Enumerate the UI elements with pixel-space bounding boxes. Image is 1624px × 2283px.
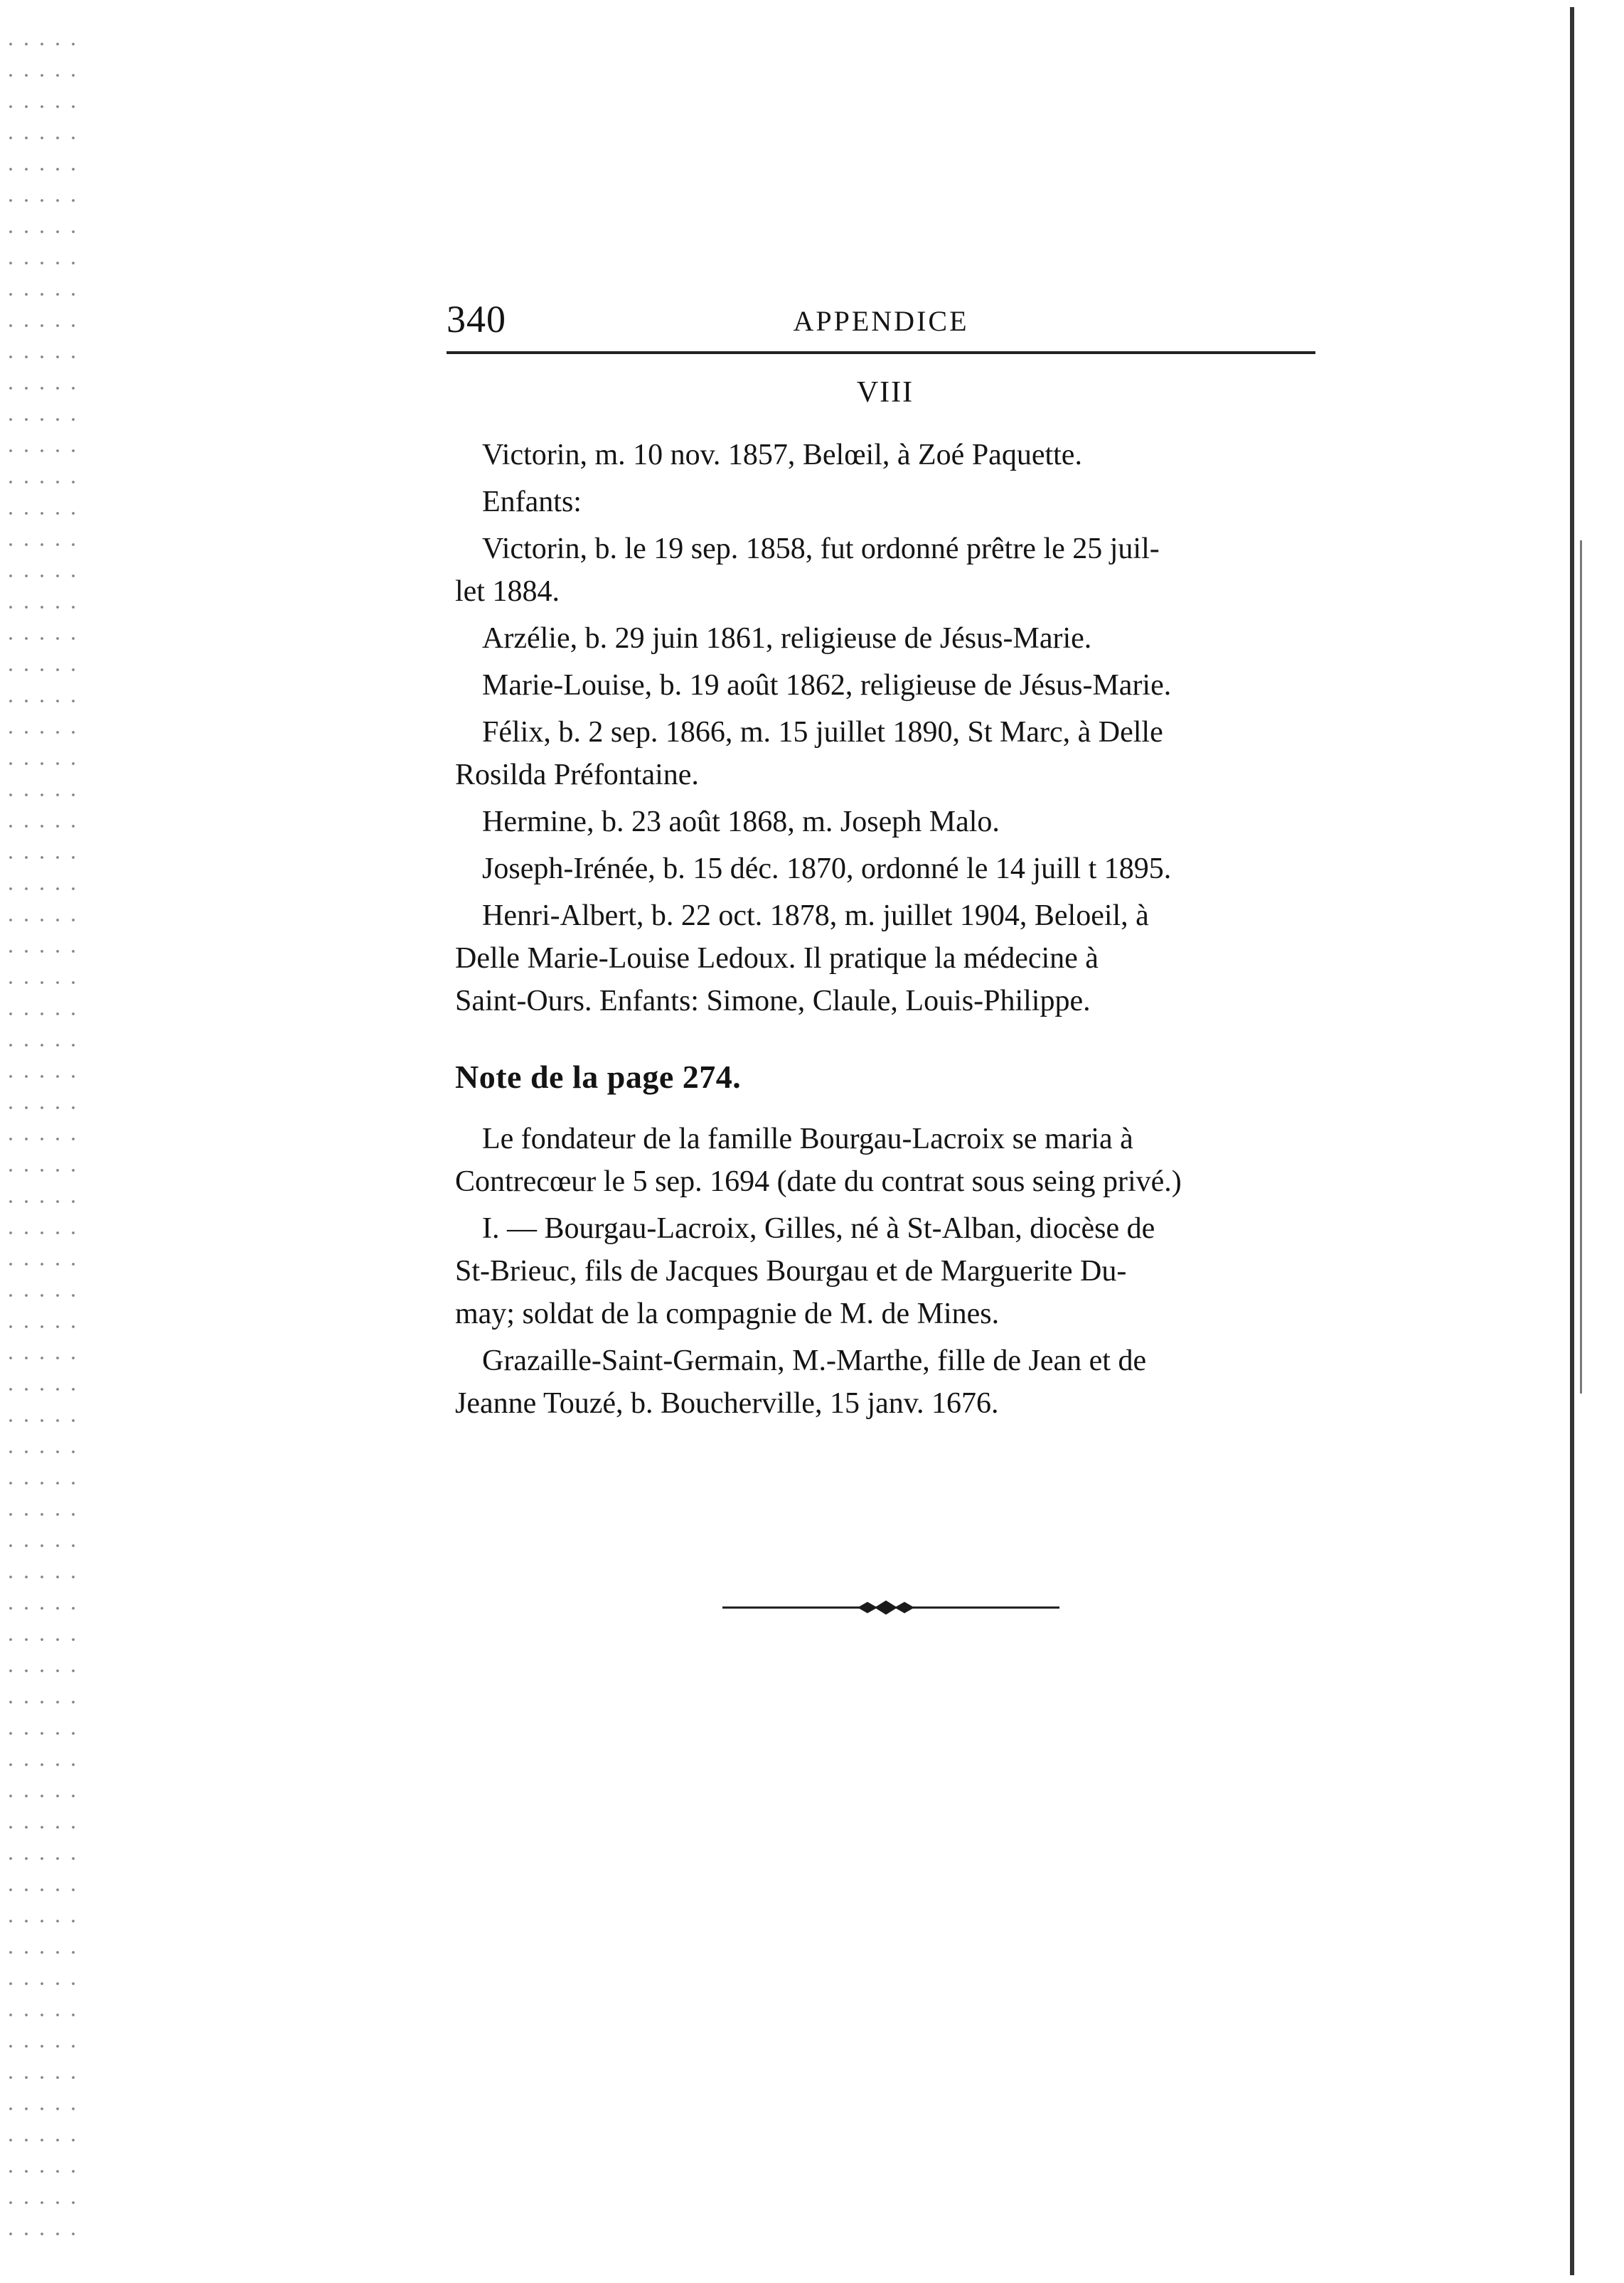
section-title: VIII	[856, 376, 914, 409]
paragraph: Arzélie, b. 29 juin 1861, religieuse de Jésus-Marie.	[482, 622, 1092, 655]
section-body	[455, 434, 1315, 1022]
scan-edge-left	[3, 28, 81, 2261]
paragraph: Félix, b. 2 sep. 1866, m. 15 juillet 1890, St Marc, à Delle Rosilda Préfontaine.	[455, 716, 1163, 791]
paragraph: Victorin, b. le 19 sep. 1858, fut ordonné prêtre le 25 juil- let 1884.	[455, 533, 1160, 608]
paragraph: Hermine, b. 23 août 1868, m. Joseph Malo.	[482, 806, 1000, 838]
scan-edge-right-inner	[1580, 540, 1582, 1394]
paragraph: Enfants:	[482, 486, 582, 518]
paragraph: I. — Bourgau-Lacroix, Gilles, né à St-Alban, diocèse de St-Brieuc, fils de Jacques Bourgau et de Marguerite Du- may; soldat de la compagnie de M. de Mines.	[455, 1212, 1155, 1330]
paragraph: Le fondateur de la famille Bourgau-Lacroix se maria à Contrecœur le 5 sep. 1694 (date du contrat sous seing privé.)	[455, 1123, 1182, 1198]
note-heading: Note de la page 274.	[455, 1059, 742, 1095]
paragraph: Victorin, m. 10 nov. 1857, Belœil, à Zoé Paquette.	[482, 439, 1082, 471]
paragraph: Marie-Louise, b. 19 août 1862, religieuse de Jésus-Marie.	[482, 669, 1172, 702]
page-header	[447, 292, 1315, 354]
page-number: 340	[447, 298, 506, 341]
paragraph: Joseph-Irénée, b. 15 déc. 1870, ordonné le 14 juill t 1895.	[482, 852, 1172, 885]
paragraph: Henri-Albert, b. 22 oct. 1878, m. juillet 1904, Beloeil, à Delle Marie-Louise Ledoux. Il pratique la médecine à Saint-Ours. Enfants: Simone, Claule, Louis-Philippe.	[455, 899, 1149, 1017]
running-head: APPENDICE	[793, 305, 969, 337]
note-body	[455, 1118, 1315, 1425]
end-ornament	[722, 1597, 1059, 1618]
scan-edge-right	[1570, 7, 1574, 2275]
paragraph: Grazaille-Saint-Germain, M.-Marthe, fille de Jean et de Jeanne Touzé, b. Boucherville, 15 janv. 1676.	[455, 1344, 1147, 1420]
